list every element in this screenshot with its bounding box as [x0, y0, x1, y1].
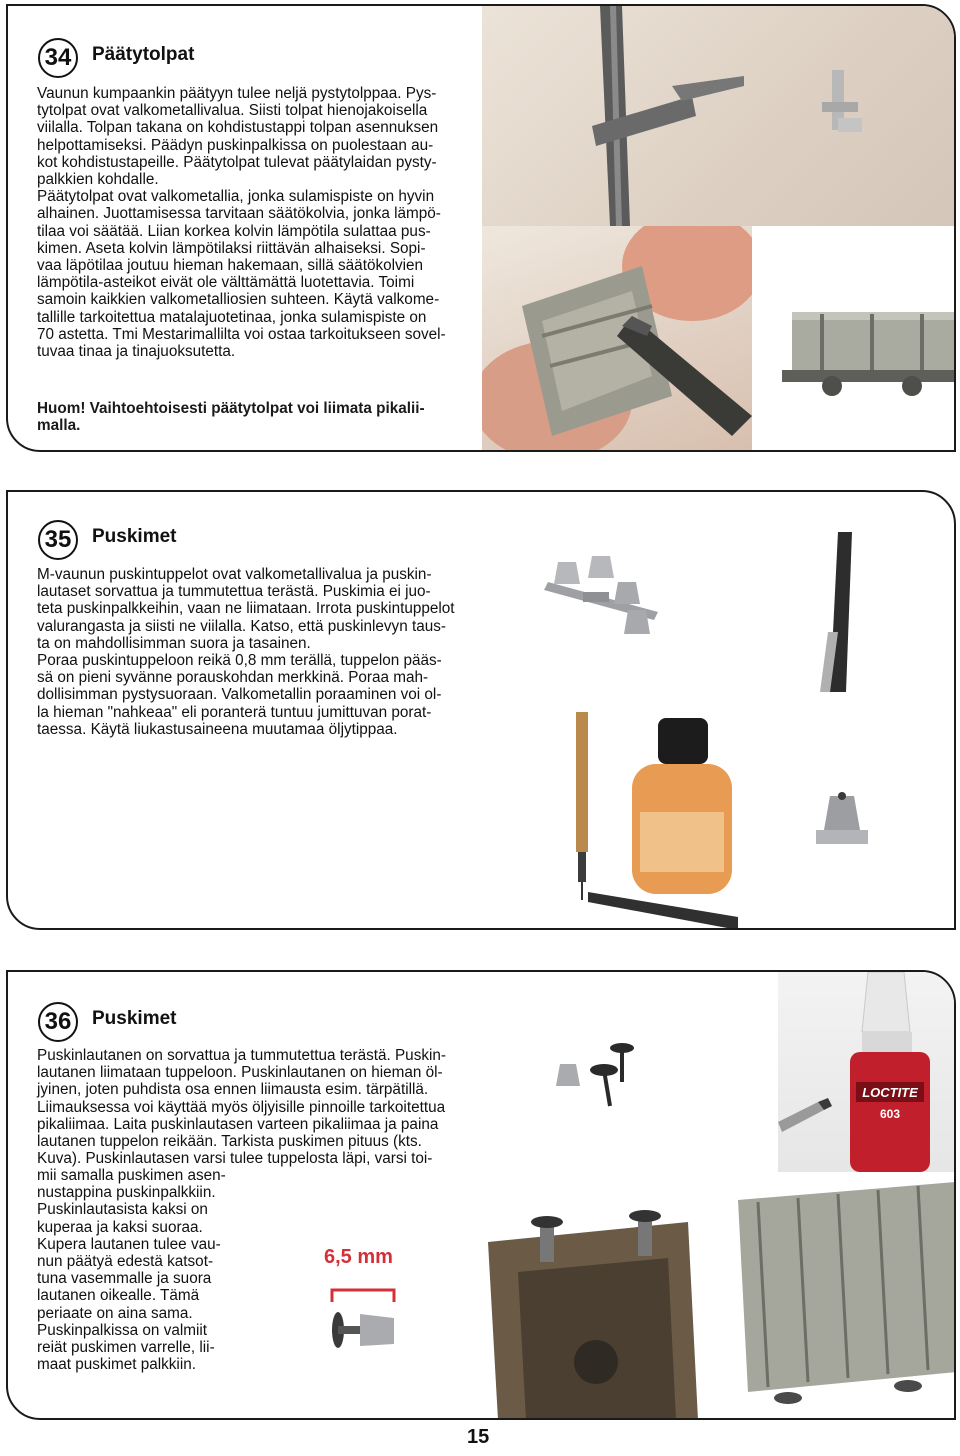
photo-buffer-measure: [308, 1282, 428, 1362]
text-line: tytolpat ovat valkometallivalua. Siisti tolpat hienojakoisella: [37, 102, 428, 120]
step-number: 35: [38, 520, 78, 560]
text-line: nustappina puskinpalkkiin.: [37, 1184, 216, 1202]
step-number: 36: [38, 1002, 78, 1042]
text-line: alhainen. Juottamisessa tarvitaan säätökolvia, jonka lämpö-: [37, 205, 441, 223]
text-line: sä on pieni syvänne porauskohdan merkkinä. Poraa mah-: [37, 669, 429, 687]
text-line: teta puskinpalkkeihin, vaan ne liimataan. Irrota puskintuppelot: [37, 600, 455, 618]
photo-loctite-bottle: [778, 972, 956, 1172]
text-line: tallille tarkoitettua matalajuotetinaa, jonka sulamispiste on: [37, 308, 427, 326]
bottle-brand: LOCTITE: [862, 1085, 918, 1100]
text-line: lautaset sorvattua ja tummutettua terästä. Puskimia ei juo-: [37, 583, 431, 601]
photo-buffer-housing: [798, 782, 888, 862]
text-line: ta on mahdollisimman suora ja tasainen.: [37, 634, 311, 652]
text-line: jyinen, joten puhdista osa ennen liimausta esim. tärpätillä.: [37, 1081, 429, 1099]
text-line: Puskinlautasista kaksi on: [37, 1201, 208, 1219]
text-line: samoin kaikkien valkometalliosien suhteen. Käytä valkome-: [37, 291, 440, 309]
text-line: nun päätyä edestä katsot-: [37, 1253, 214, 1271]
page-number: 15: [467, 1426, 490, 1448]
photo-wagon-end: [488, 1182, 956, 1420]
step-34-panel: [6, 4, 956, 452]
text-line: Liimauksessa voi käyttää myös öljyisille pinnoille tarkoitettua: [37, 1098, 446, 1116]
measure-label: 6,5 mm: [324, 1246, 393, 1268]
wagon-end-illustration: [488, 1182, 956, 1420]
text-line: pikaliimaa. Laita puskinlautasen varteen pikaliimaa ja paina: [37, 1115, 439, 1133]
text-line: kot kohdistustapeille. Päätytolpat tulevat päätylaidan pysty-: [37, 153, 437, 171]
text-line: lautanen oikealle. Tämä: [37, 1287, 200, 1305]
photo-cast-sprue: [528, 542, 678, 652]
text-line: palkkien kohdalle.: [37, 171, 159, 189]
text-line: lautanen liimataan tuppeloon. Puskinlautanen on hieman öl-: [37, 1064, 443, 1082]
text-line: Vaunun kumpaankin päätyyn tulee neljä pystytolppaa. Pys-: [37, 85, 437, 102]
text-line: mii samalla puskimen asen-: [37, 1167, 226, 1184]
file-tool-illustration: [768, 532, 888, 692]
text-line: kuperaa ja kaksi suoraa.: [37, 1218, 203, 1236]
text-line: Kupera lautanen tulee vau-: [37, 1235, 221, 1253]
text-line: Päätytolpat ovat valkometallia, jonka sulamispiste on hyvin: [37, 188, 435, 206]
text-line: tuvaa tinaa ja tinajuoksutetta.: [37, 343, 236, 361]
buffer-housing-illustration: [798, 782, 888, 862]
text-line: viilalla. Tolpan takana on kohdistustappi tolpan asennuksen: [37, 119, 439, 137]
text-line: tilaa voi säätää. Liian korkea kolvin lämpötila sulattaa pus-: [37, 222, 431, 240]
photo-buffer-parts: [538, 1022, 678, 1132]
text-line: 70 astetta. Tmi Mestarimallilta voi ostaa tarkoitukseen sovel-: [37, 325, 446, 343]
text-line: Puskinpalkissa on valmiit: [37, 1321, 208, 1339]
photo-wagon-side: [752, 226, 956, 452]
bottle-number: 603: [879, 1107, 901, 1121]
loctite-illustration: [778, 972, 956, 1172]
step-body-text: [37, 85, 487, 360]
text-line: lautanen tuppelon reikään. Tarkista puskimen pituus (kts.: [37, 1133, 422, 1151]
soldering-illustration: [482, 226, 752, 452]
text-line: helpottamiseksi. Päädyn puskinpalkissa on puolestaan au-: [37, 136, 434, 154]
photo-file-tool: [768, 532, 888, 692]
text-line: malla.: [37, 417, 81, 435]
step-title: Puskimet: [92, 1008, 177, 1029]
step-body-text: [37, 566, 487, 738]
text-line: Poraa puskintuppeloon reikä 0,8 mm terällä, tuppelon pääs-: [37, 652, 442, 670]
step-35-panel: [6, 490, 956, 930]
text-line: maat puskimet palkkiin.: [37, 1356, 196, 1374]
step-36-panel: [6, 970, 956, 1420]
text-line: lämpötila-asteikot eivät ole välttämättä luotettavia. Toimi: [37, 274, 415, 292]
text-line: la hieman "nahkeaa" eli poranterä tuntuu jumittuvan porat-: [37, 703, 432, 721]
text-line: M-vaunun puskintuppelot ovat valkometallivalua ja puskin-: [37, 566, 432, 583]
drilling-oil-illustration: [528, 702, 758, 930]
step-number: 34: [38, 38, 78, 78]
step-body-text: [37, 1047, 487, 1167]
warning-note: [37, 400, 487, 434]
text-line: vaa läpötilaa joutuu hieman hakemaan, sillä säätökolvien: [37, 257, 424, 275]
photo-drilling-oil: [528, 702, 758, 930]
step-title: Puskimet: [92, 526, 177, 547]
buffer-parts-illustration: [538, 1022, 678, 1132]
step-body-text-narrow: [37, 1167, 247, 1373]
text-line: reiät puskimen varrelle, lii-: [37, 1339, 215, 1357]
wagon-side-illustration: [752, 226, 956, 452]
step-title: Päätytolpat: [92, 44, 195, 65]
filing-post-illustration: [482, 6, 956, 226]
text-line: valurangasta ja siisti ne viilalla. Katso, että puskinlevyn taus-: [37, 617, 446, 635]
text-line: taessa. Käytä liukastusaineena muutamaa öljytippaa.: [37, 720, 398, 738]
text-line: Puskinlautanen on sorvattua ja tummutettua terästä. Puskin-: [37, 1047, 446, 1064]
text-line: tuna vasemmalle ja suora: [37, 1270, 212, 1288]
photo-filing-post: [482, 6, 956, 226]
buffer-measure-illustration: [308, 1282, 428, 1362]
cast-sprue-illustration: [528, 542, 678, 652]
photo-soldering: [482, 226, 752, 452]
text-line: dollisimman pystysuoraan. Valkometallin poraaminen voi ol-: [37, 686, 442, 704]
text-line: Huom! Vaihtoehtoisesti päätytolpat voi liimata pikalii-: [37, 400, 425, 417]
text-line: periaate on aina sama.: [37, 1304, 193, 1322]
text-line: Kuva). Puskinlautasen varsi tulee tuppelosta läpi, varsi toi-: [37, 1150, 433, 1168]
text-line: kimen. Aseta kolvin lämpötilaksi riittävän alhaiseksi. Sopi-: [37, 239, 426, 257]
